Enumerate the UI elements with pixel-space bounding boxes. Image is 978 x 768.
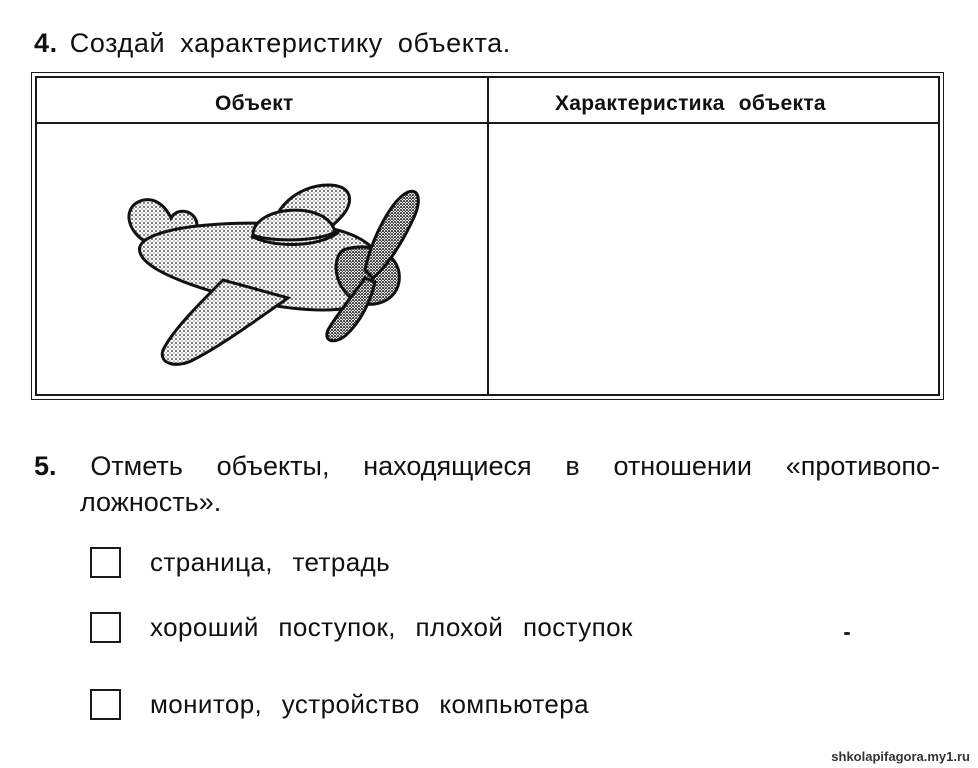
ink-speck bbox=[844, 632, 850, 635]
option-item bbox=[90, 609, 633, 645]
prompt-word: находящиеся bbox=[363, 451, 532, 481]
prompt-word: Отметь bbox=[90, 451, 183, 481]
prompt-word: объекты, bbox=[216, 451, 330, 481]
task-5-prompt bbox=[34, 448, 940, 520]
task-4-heading bbox=[34, 28, 511, 59]
option-item bbox=[90, 686, 589, 722]
option-label: хороший поступок, плохой поступок bbox=[150, 611, 633, 642]
task-4-title: Создай характеристику объекта. bbox=[69, 28, 511, 58]
header-object: Объект bbox=[215, 92, 294, 115]
option-item bbox=[90, 544, 390, 580]
option-checkbox[interactable] bbox=[90, 547, 121, 578]
option-checkbox[interactable] bbox=[90, 689, 121, 720]
prompt-word: в bbox=[565, 451, 580, 481]
task-5-prompt-line-2: ложность». bbox=[80, 487, 222, 517]
option-label: монитор, устройство компьютера bbox=[150, 688, 589, 719]
site-watermark: shkolapifagora.my1.ru bbox=[831, 749, 970, 764]
characteristic-table bbox=[35, 76, 940, 396]
prompt-word: «противопо- bbox=[785, 451, 940, 481]
header-characteristic: Характеристика объекта bbox=[555, 92, 826, 115]
task-4-number: 4. bbox=[34, 28, 58, 58]
prompt-word: отношении bbox=[613, 451, 752, 481]
task-5-number: 5. bbox=[34, 451, 57, 481]
option-label: страница, тетрадь bbox=[150, 546, 391, 577]
characteristic-answer-cell[interactable] bbox=[489, 124, 938, 394]
airplane-icon bbox=[103, 170, 423, 370]
option-checkbox[interactable] bbox=[90, 612, 121, 643]
